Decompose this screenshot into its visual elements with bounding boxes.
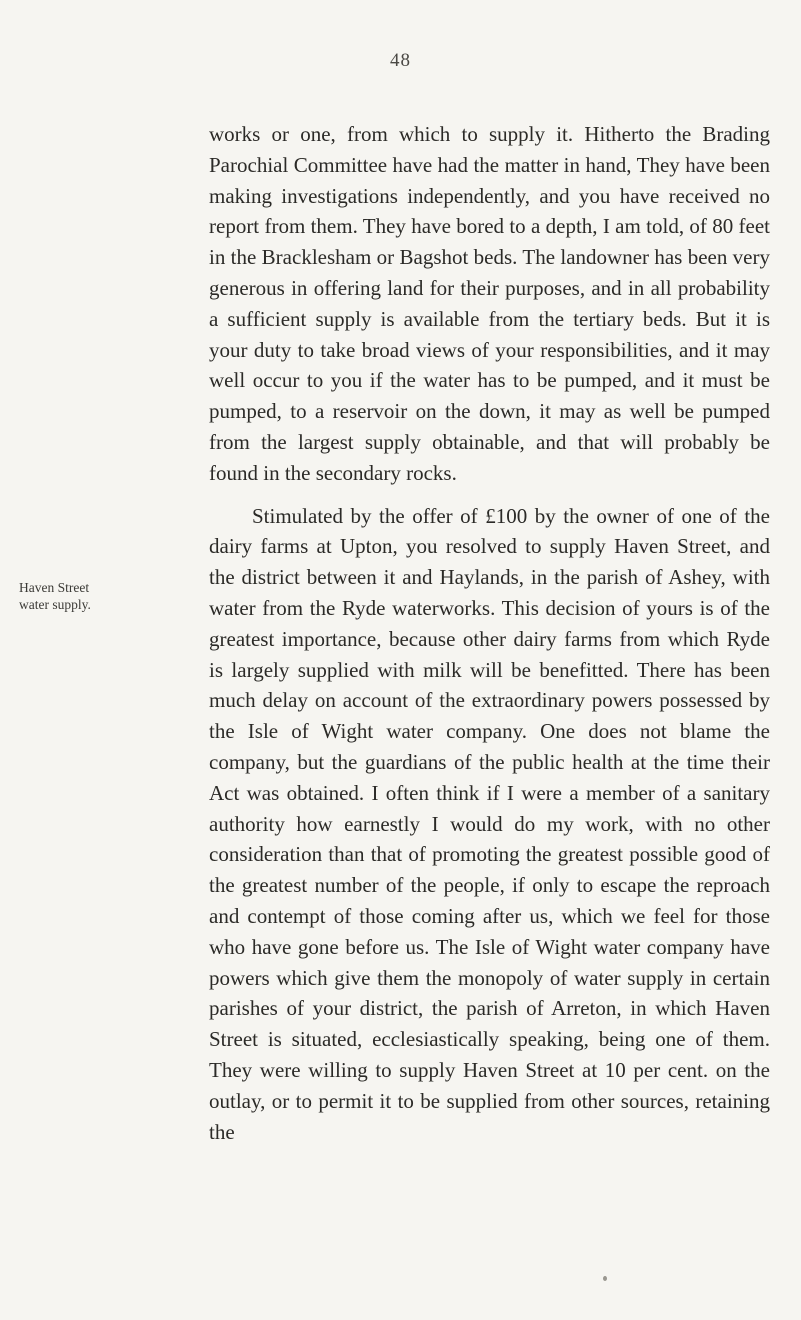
ink-speck [603,1276,607,1281]
page-number: 48 [390,50,411,71]
margin-note-line-1: Haven Street [19,580,90,595]
margin-note [19,579,199,613]
body-text [209,119,770,1147]
paragraph-1: works or one, from which to supply it. Hitherto the Brading Parochial Committee have had the matter in hand, They have been making investigations independently, and you have received no report from them. They have bored to a depth, I am told, of 80 feet in the Bracklesham or Bagshot beds. The landowner has been very generous in offering land for their purposes, and in all probability a sufficient supply is available from the tertiary beds. But it is your duty to take broad views of your responsibilities, and it may well occur to you if the water has to be pumped, and it must be pumped, to a reservoir on the down, it may as well be pumped from the largest supply obtainable, and that will probably be found in the secondary rocks. [209,122,770,485]
paragraph-2: Stimulated by the offer of £100 by the owner of one of the dairy farms at Upton, you resolved to supply Haven Street, and the district between it and Haylands, in the parish of Ashey, with water from the Ryde waterworks. This decision of yours is of the greatest importance, because other dairy farms from which Ryde is largely supplied with milk will be benefitted. There has been much delay on account of the extraordinary powers possessed by the Isle of Wight water company. One does not blame the company, but the guardians of the public health at the time their Act was obtained. I often think if I were a member of a sanitary authority how earnestly I would do my work, with no other consideration than that of promoting the greatest possible good of the greatest number of the people, if only to escape the reproach and contempt of those coming after us, which we feel for those who have gone before us. The Isle of Wight water company have powers which give them the monopoly of water supply in certain parishes of your district, the parish of Arreton, in which Haven Street is situated, ecclesiastically speaking, being one of them. They were willing to supply Haven Street at 10 per cent. on the outlay, or to permit it to be supplied from other sources, retaining the [209,503,770,1144]
margin-note-line-2: water supply. [19,597,91,612]
